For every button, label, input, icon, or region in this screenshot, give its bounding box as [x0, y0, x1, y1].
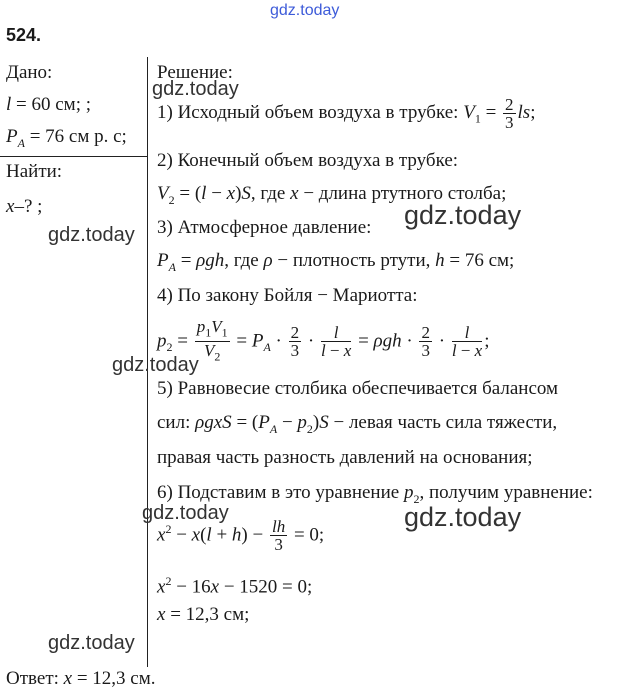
given-title: Дано:: [6, 62, 53, 83]
step-3-heading: 3) Атмосферное давление:: [157, 217, 372, 238]
step-5-line-3: правая часть разность давлений на основания;: [157, 447, 533, 468]
watermark: gdz.today: [404, 502, 522, 532]
watermark: gdz.today: [48, 632, 135, 654]
find-title: Найти:: [6, 161, 63, 182]
problem-number: 524.: [6, 25, 42, 45]
step-1: 1) Исходный объем воздуха в трубке: $V_1$ = $\frac{2}{3}$ ls;: [157, 95, 536, 132]
solution-title: Решение:: [157, 62, 233, 83]
step-3-formula: $P_A = \rho gh$, где ρ − плотность ртути, h = 76 см;: [157, 250, 515, 274]
equation-3: x = 12,3 см;: [157, 604, 250, 625]
watermark: gdz.today: [404, 200, 522, 230]
step-2-formula: $V_2 = (l - x)S$, где x − длина ртутного столба;: [157, 183, 507, 207]
step-4-formula: $p_2$ = $\frac{p_1V_1}{V_2}$ = $P_A$ · $\frac{2}{3}$ · $\frac{l}{l - x}$ = ρgh · $\frac{2}{3}$ · $\frac{l}{l - x}$ ;: [157, 317, 490, 364]
watermark: gdz.today: [142, 502, 229, 524]
watermark: gdz.today: [152, 78, 239, 100]
given-length: l = 60 см; ;: [6, 94, 92, 115]
step-5-line-2: сил: $\rho gxS = (P_A - p_2)S$ − левая часть сила тяжести,: [157, 412, 558, 436]
given-divider: [0, 156, 147, 157]
watermark: gdz.today: [48, 224, 135, 246]
watermark: gdz.today: [112, 354, 199, 376]
equation-1: $x^2 - x(l + h)$ − $\frac{lh}{3}$ = 0;: [157, 517, 325, 555]
given-pressure: $P_A = 76$ см р. с;: [6, 126, 127, 150]
watermark-top: gdz.today: [270, 2, 340, 19]
answer: Ответ: x = 12,3 см.: [6, 668, 156, 689]
equation-2: $x^2 - 16x - 1520 = 0$;: [157, 574, 313, 598]
step-5-line-1: 5) Равновесие столбика обеспечивается балансом: [157, 378, 559, 399]
find-x: x–? ;: [6, 196, 43, 217]
step-4-heading: 4) По закону Бойля − Мариотта:: [157, 285, 418, 306]
step-6-heading: 6) Подставим в это уравнение $p_2$, получим уравнение:: [157, 482, 593, 506]
step-2-heading: 2) Конечный объем воздуха в трубке:: [157, 150, 459, 171]
